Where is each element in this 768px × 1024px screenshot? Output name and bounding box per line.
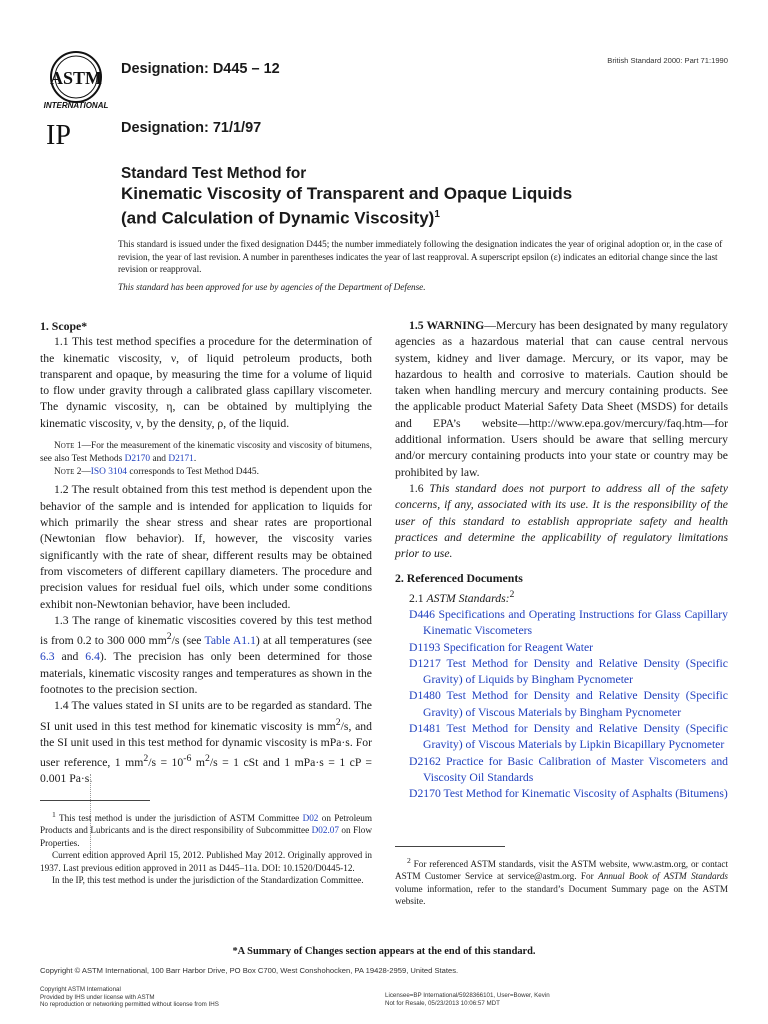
- title-line-1: Standard Test Method for: [121, 165, 307, 182]
- section-1-3: 1.3 The range of kinematic viscosities covered by this test method is from 0.2 to 300 000 $mm^2/s$ (see Table A1.1) at all temperatures (see 6.3 and 6.4). The precision has only been determined for those materials, kinematic viscosity ranges and temperatures as shown in the footnotes to the precision section.: [40, 613, 373, 696]
- section-1-6: 1.6 This standard does not purport to address all of the safety concerns, if any, associated with its use. It is the responsibility of the user of this standard to establish appropriate safety and health practices and determine the applicability of regulatory limitations prior to use.: [395, 481, 728, 561]
- note-2-label: Note: [54, 466, 75, 477]
- reference-item[interactable]: D2170 Test Method for Kinematic Viscosity of Asphalts (Bitumens): [409, 787, 728, 801]
- logo-caption: INTERNATIONAL: [43, 101, 109, 110]
- link-section-6-3[interactable]: 6.3: [40, 650, 55, 664]
- link-d2170[interactable]: D2170: [124, 453, 151, 464]
- note-2: Note 2—ISO 3104 corresponds to Test Method D445.: [54, 466, 259, 477]
- link-table-a1-1[interactable]: Table A1.1: [204, 634, 256, 648]
- note-1-label: Note: [54, 441, 75, 452]
- designation-ip: Designation: 71/1/97: [121, 120, 262, 136]
- section-1-4: 1.4 The values stated in SI units are to be regarded as standard. The SI unit used in this test method for kinematic viscosity is $mm^2/s$, and the SI unit used in this test method for dynamic viscosity is mPa·s. For user reference, 1 $mm^2/s = 10^{-6}$ $m^2/s = 1$ cSt and 1 mPa·s = 1 cP = 0.001 Pa·s.: [40, 699, 373, 786]
- provider-notice: Copyright ASTM International Provided by IHS under license with ASTM No reproduction or networking permitted without license from IHS: [40, 986, 219, 1009]
- british-standard: British Standard 2000: Part 71:1990: [607, 56, 728, 65]
- reference-item[interactable]: D1480 Test Method for Density and Relative Density (Specific Gravity) of Viscous Materials by Bingham Pycnometer: [409, 689, 728, 719]
- section-1-1: 1.1 This test method specifies a procedure for the determination of the kinematic viscosity, ν, of liquid petroleum products, both transparent and opaque, by measuring the time for a volume of liquid to flow under gravity through a calibrated glass capillary viscometer. The dynamic viscosity, η, can be obtained by multiplying the kinematic viscosity, ν, by the density, ρ, of the liquid.: [40, 335, 372, 430]
- title-footnote-marker[interactable]: 1: [434, 209, 440, 220]
- designation-primary: Designation: D445 – 12: [121, 61, 280, 77]
- footnotes-right: [395, 846, 728, 908]
- footnote-2: $^2$ For referenced ASTM standards, visit the ASTM website, www.astm.org, or contact ASTM Customer Service at service@astm.org. For Annual Book of ASTM Standards volume information, refer to the standard’s Document Summary page on the ASTM website.: [395, 856, 728, 907]
- astm-standards-label: 2.1 ASTM Standards:$^2$: [409, 588, 515, 605]
- licensee-notice: Licensee=BP International/5928366101, User=Bower, Kevin Not for Resale, 05/23/2013 10:06:57 MDT: [385, 992, 550, 1007]
- astm-logo: [40, 50, 112, 112]
- footnote-1-ip: In the IP, this test method is under the jurisdiction of the Standardization Committee.: [52, 875, 364, 886]
- link-d2171[interactable]: D2171: [168, 453, 194, 464]
- logo-text: ASTM: [49, 68, 103, 88]
- reference-list: [395, 607, 728, 803]
- summary-of-changes-note: *A Summary of Changes section appears at the end of this standard.: [232, 946, 536, 957]
- reference-item[interactable]: D2162 Practice for Basic Calibration of Master Viscometers and Viscosity Oil Standards: [409, 754, 729, 784]
- footnote-1-current-edition: Current edition approved April 15, 2012. Published May 2012. Originally approved in 1937. Last previous edition approved in 2011 as D445–11a. DOI: 10.1520/D0445-12.: [40, 850, 372, 873]
- footnote-1: $^1$ This test method is under the jurisdiction of ASTM Committee D02 on Petroleum Products and Lubricants and is the direct responsibility of Subcommittee D02.07 on Flow Properties.: [40, 810, 373, 848]
- reference-item[interactable]: D1481 Test Method for Density and Relative Density (Specific Gravity) of Viscous Materials by Lipkin Bicapillary Pycnometer: [409, 722, 728, 752]
- scope-heading: 1. Scope*: [40, 319, 88, 333]
- copyright-line: Copyright © ASTM International, 100 Barr Harbor Drive, PO Box C700, West Conshohocken, PA 19428-2959, United States.: [40, 966, 459, 975]
- reference-item[interactable]: D1217 Test Method for Density and Relative Density (Specific Gravity) of Liquids by Bingham Pycnometer: [409, 656, 728, 687]
- reference-item[interactable]: D1193 Specification for Reagent Water: [409, 640, 594, 654]
- link-iso-3104[interactable]: ISO 3104: [90, 466, 127, 477]
- title-line-2: Kinematic Viscosity of Transparent and Opaque Liquids: [121, 184, 573, 203]
- right-column: [395, 318, 728, 803]
- title-line-3: [121, 204, 721, 229]
- warning-label: 1.5 WARNING: [409, 319, 485, 332]
- referenced-documents-heading: 2. Referenced Documents: [395, 571, 523, 586]
- reference-item[interactable]: D446 Specifications and Operating Instructions for Glass Capillary Kinematic Viscometers: [409, 607, 729, 638]
- note-1: Note 1—For the measurement of the kinematic viscosity and viscosity of bitumens, see also Test Methods D2170 and D2171.: [40, 441, 372, 464]
- section-1-5: 1.5 WARNING—Mercury has been designated by many regulatory agencies as a hazardous material that can cause central nervous system, kidney and liver damage. Mercury, or its vapor, may be hazardous to health and corrosive to materials. Caution should be taken when handling mercury and mercury containing products. See the applicable product Material Safety Data Sheet (MSDS) for details and EPA’s website—http://www.epa.gov/mercury/faq.htm—for additional information. Users should be aware that selling mercury and/or mercury containing products into your state or country may be prohibited by law.: [395, 319, 728, 479]
- section-1-2: 1.2 The result obtained from this test method is dependent upon the behavior of the sample and is intended for application to liquids for which primarily the shear stress and shear rates are proportional (Newtonian flow behavior). If, however, the viscosity varies significantly with the rate of shear, different results may be obtained from viscometers of different capillary diameters. The procedure and precision values for residual fuel oils, which under some conditions exhibit non-Newtonian behavior, have been included.: [40, 483, 372, 611]
- ip-logo-text: IP: [46, 120, 71, 148]
- link-committee-d02[interactable]: D02: [302, 813, 319, 824]
- link-section-6-4[interactable]: 6.4: [85, 650, 100, 664]
- left-column: [40, 318, 372, 787]
- issue-note: This standard is issued under the fixed designation D445; the number immediately following the designation indicates the year of original adoption or, in the case of revision, the year of last revision. A number in parentheses indicates the year of last reapproval. A superscript epsilon (ε) indicates an editorial change since the last revision or reapproval.: [118, 239, 723, 275]
- ip-logo: [44, 120, 88, 148]
- link-subcommittee-d02-07[interactable]: D02.07: [311, 825, 339, 836]
- footnotes-left: [40, 800, 372, 887]
- dod-note: This standard has been approved for use by agencies of the Department of Defense.: [118, 282, 426, 292]
- title-line-3-text: (and Calculation of Dynamic Viscosity): [121, 208, 435, 228]
- document-title: [121, 164, 721, 229]
